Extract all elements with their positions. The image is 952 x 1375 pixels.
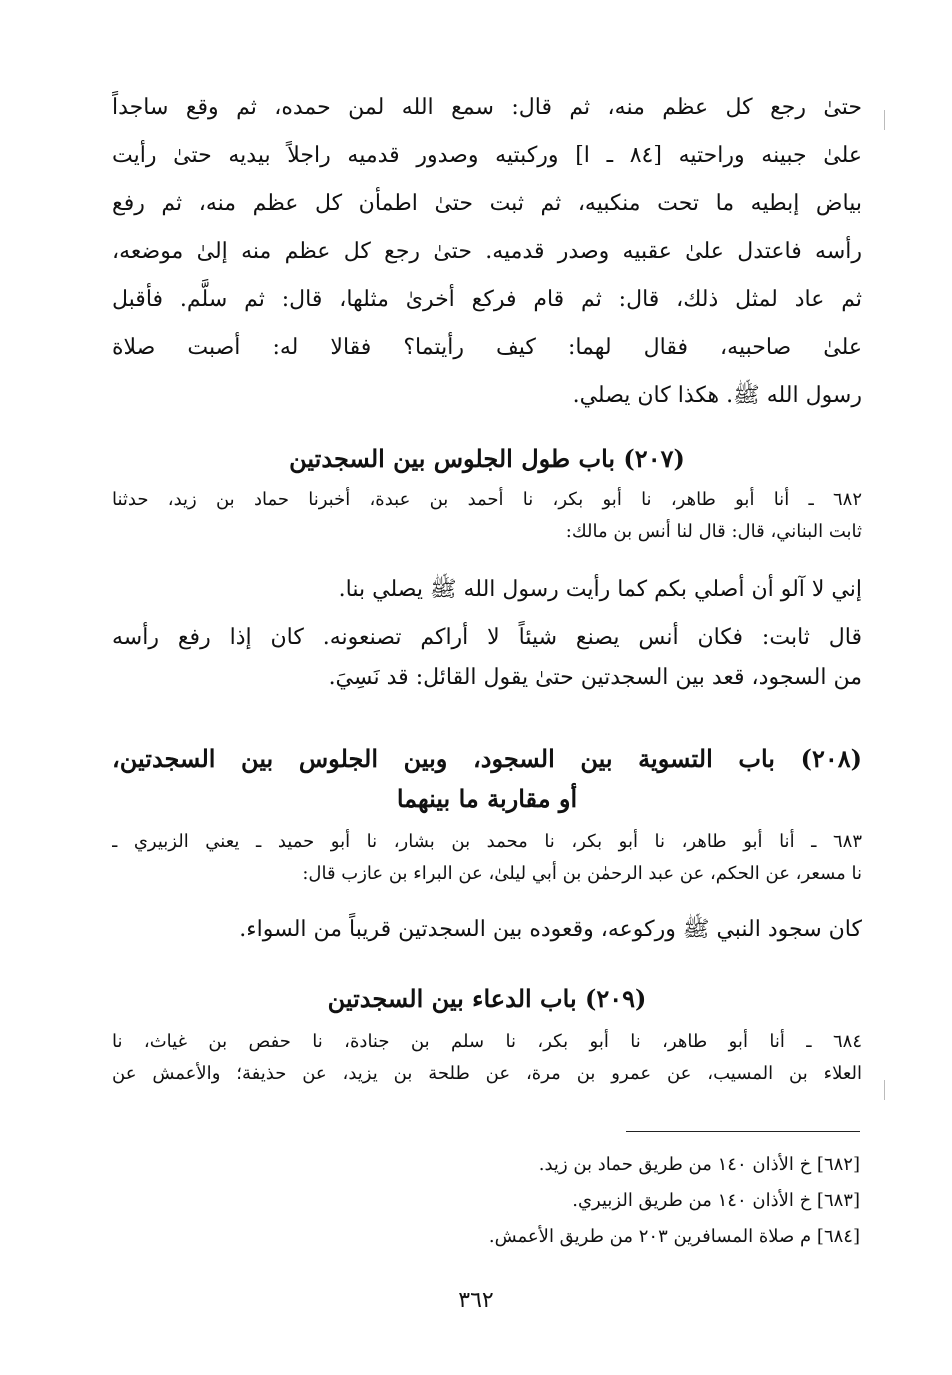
intro-line: ثم عاد لمثل ذلك، قال: ثم قام فركع أخرىٰ مثلها، قال: ثم سلَّم. فأقبل	[112, 287, 862, 312]
intro-line: بياض إبطيه ما تحت منكبيه، ثم ثبت حتىٰ اطمأن كل عظم منه، ثم رفع	[112, 191, 862, 216]
chapter-heading-209: (٢٠٩) باب الدعاء بين السجدتين	[327, 984, 647, 1013]
comment-line: من السجود، قعد بين السجدتين حتىٰ يقول القائل: قد نَسِيَ.	[328, 665, 862, 690]
scan-edge-mark	[884, 110, 885, 130]
chapter-heading-207: (٢٠٧) باب طول الجلوس بين السجدتين	[289, 444, 685, 473]
hadith-683-isnad	[112, 826, 862, 890]
chapter-heading-208-line1: (٢٠٨) باب التسوية بين السجود، وبين الجلوس بين السجدتين،	[112, 744, 862, 773]
scan-edge-mark	[884, 1080, 885, 1100]
matn-line: كان سجود النبي ﷺ وركوعه، وقعوده بين السجدتين قريباً من السواء.	[239, 917, 862, 942]
hadith-line: ٦٨٣ ـ أنا أبو طاهر، نا أبو بكر، نا محمد بن بشار، نا أبو حميد ـ يعني الزبيري ـ	[112, 831, 862, 852]
hadith-682-matn	[112, 570, 862, 610]
hadith-line: العلاء بن المسيب، عن عمرو بن مرة، عن طلحة بن يزيد، عن حذيفة؛ والأعمش عن	[112, 1063, 862, 1084]
hadith-line: ٦٨٢ ـ أنا أبو طاهر، نا أبو بكر، نا أحمد بن عبدة، أخبرنا حماد بن زيد، حدثنا	[112, 489, 862, 510]
hadith-684-isnad	[112, 1026, 862, 1090]
page-number: ٣٦٢	[458, 1288, 494, 1313]
hadith-line: نا مسعر، عن الحكم، عن عبد الرحمٰن بن أبي ليلىٰ، عن البراء بن عازب قال:	[302, 863, 862, 884]
hadith-line: ثابت البناني، قال: قال لنا أنس بن مالك:	[565, 521, 862, 542]
hadith-683-matn	[112, 910, 862, 950]
footnote-682: [٦٨٢] خ الأذان ١٤٠ من طريق حماد بن زيد.	[538, 1154, 860, 1175]
footnote-separator	[626, 1131, 860, 1132]
intro-paragraph	[112, 84, 862, 420]
intro-line: علىٰ جبينه وراحتيه [٨٤ ـ ا] وركبتيه وصدور قدميه راجلاً بيديه حتىٰ رأيت	[112, 143, 862, 168]
thabit-comment	[112, 618, 862, 698]
footnote-683: [٦٨٣] خ الأذان ١٤٠ من طريق الزبيري.	[572, 1190, 860, 1211]
intro-line: علىٰ صاحبيه، فقال لهما: كيف رأيتما؟ فقالا له: أصبت صلاة	[112, 335, 862, 360]
chapter-heading-208-line2: أو مقاربة ما بينهما	[396, 784, 578, 813]
intro-line: رأسه فاعتدل علىٰ عقبيه وصدر قدميه. حتىٰ رجع كل عظم منه إلىٰ موضعه،	[112, 239, 862, 264]
hadith-682-isnad	[112, 484, 862, 548]
comment-line: قال ثابت: فكان أنس يصنع شيئاً لا أراكم تصنعونه. كان إذا رفع رأسه	[112, 625, 862, 650]
intro-line: رسول الله ﷺ. هكذا كان يصلي.	[572, 383, 862, 408]
intro-line: حتىٰ رجع كل عظم منه، ثم قال: سمع الله لمن حمده، ثم وقع ساجداً	[112, 95, 862, 120]
matn-line: إني لا آلو أن أصلي بكم كما رأيت رسول الله ﷺ يصلي بنا.	[338, 577, 862, 602]
hadith-line: ٦٨٤ ـ أنا أبو طاهر، نا أبو بكر، نا سلم بن جنادة، نا حفص بن غياث، نا	[112, 1031, 862, 1052]
footnote-684: [٦٨٤] م صلاة المسافرين ٢٠٣ من طريق الأعمش.	[488, 1226, 860, 1247]
